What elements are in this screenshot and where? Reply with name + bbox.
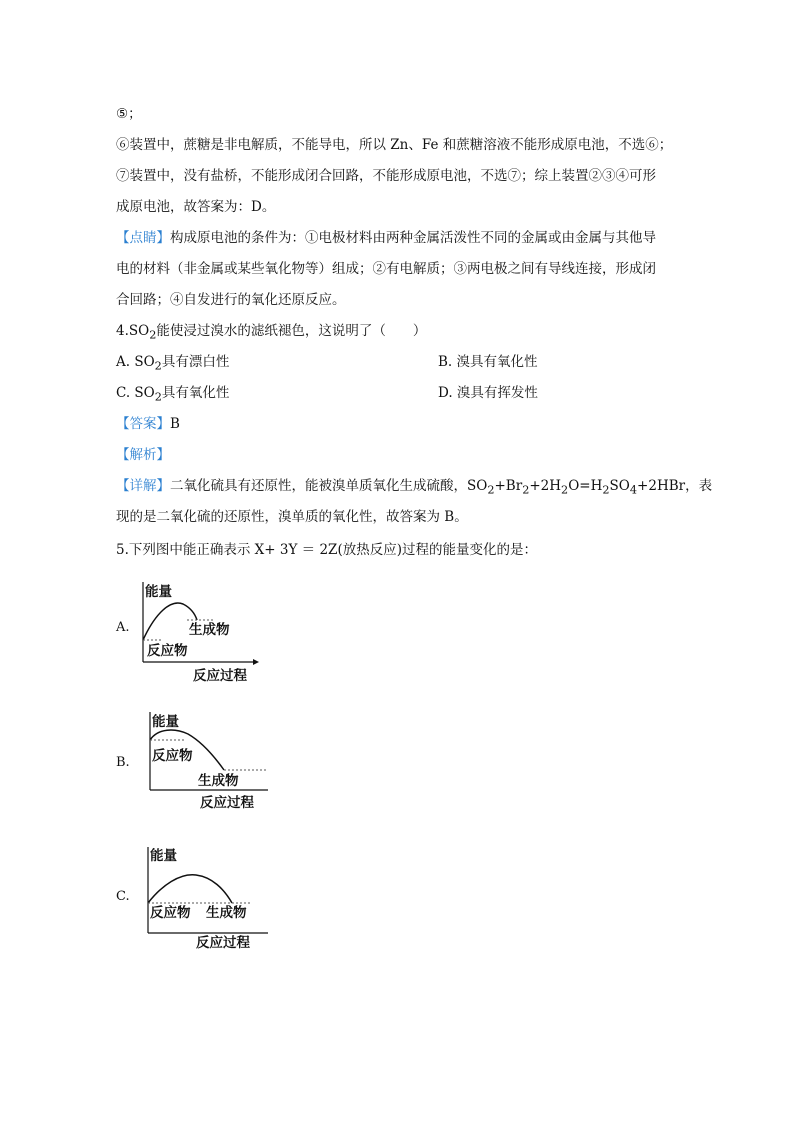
y-axis-label: 能量 bbox=[152, 714, 179, 730]
analysis-tag: 【解析】 bbox=[116, 447, 170, 463]
subscript: 2 bbox=[561, 483, 569, 497]
subscript: 4 bbox=[629, 483, 638, 497]
detail-text: 二氧化硫具有还原性，能被溴单质氧化生成硫酸，SO bbox=[170, 478, 488, 494]
option-b-label: B. bbox=[116, 755, 130, 770]
detail-text: +Br bbox=[494, 478, 523, 494]
x-axis-label: 反应过程 bbox=[200, 795, 254, 811]
subscript: 2 bbox=[602, 483, 610, 497]
option-b: B. 溴具有氧化性 bbox=[438, 354, 538, 370]
x-axis-label: 反应过程 bbox=[196, 935, 250, 951]
x-axis-arrow bbox=[253, 659, 259, 665]
option-text: A. SO bbox=[116, 354, 155, 370]
text-line: 合回路；④自发进行的氧化还原反应。 bbox=[116, 292, 346, 308]
answer-value: B bbox=[170, 416, 180, 432]
option-c-label: C. bbox=[116, 889, 130, 904]
subscript: 2 bbox=[154, 390, 162, 404]
reactant-label: 反应物 bbox=[147, 643, 188, 659]
option-a-label: A. bbox=[116, 620, 130, 635]
energy-diagram-b bbox=[140, 706, 270, 818]
subscript: 2 bbox=[149, 328, 157, 342]
reactant-label: 反应物 bbox=[152, 748, 193, 764]
tip-text: 构成原电池的条件为：①电极材料由两种金属活泼性不同的金属或由金属与其他导 bbox=[170, 230, 656, 246]
reactant-label: 反应物 bbox=[150, 905, 191, 921]
energy-diagram-a bbox=[135, 574, 265, 686]
y-axis-label: 能量 bbox=[145, 584, 172, 600]
energy-diagram-c bbox=[140, 841, 270, 953]
question-4-stem bbox=[116, 321, 426, 346]
option-text: 具有氧化性 bbox=[161, 385, 230, 401]
text-line: ⑥装置中，蔗糖是非电解质，不能导电，所以 Zn、Fe 和蔗糖溶液不能形成原电池，不选⑥； bbox=[116, 137, 673, 153]
stem-text: 能使浸过溴水的滤纸褪色，这说明了（ ） bbox=[156, 323, 427, 339]
y-axis-label: 能量 bbox=[150, 848, 177, 864]
tip-line bbox=[116, 228, 656, 248]
answer-tag: 【答案】 bbox=[116, 416, 170, 432]
analysis-line bbox=[116, 445, 170, 465]
text-line: ⑤； bbox=[116, 106, 142, 122]
question-5-stem: 5.下列图中能正确表示 X+ 3Y ＝ 2Z(放热反应)过程的能量变化的是： bbox=[116, 542, 537, 558]
tip-tag: 【点睛】 bbox=[116, 230, 170, 246]
text-line: 电的材料（非金属或某些氧化物等）组成；②有电解质；③两电极之间有导线连接，形成闭 bbox=[116, 261, 656, 277]
energy-curve bbox=[148, 875, 232, 903]
option-c bbox=[116, 383, 229, 408]
subscript: 2 bbox=[487, 483, 495, 497]
option-text: 具有漂白性 bbox=[161, 354, 230, 370]
subscript: 2 bbox=[522, 483, 530, 497]
detail-line bbox=[116, 476, 712, 501]
product-label: 生成物 bbox=[198, 773, 239, 789]
detail-tag: 【详解】 bbox=[116, 478, 170, 494]
text-line: ⑦装置中，没有盐桥，不能形成闭合回路，不能形成原电池，不选⑦；综上装置②③④可形 bbox=[116, 168, 656, 184]
detail-text: +2H bbox=[529, 478, 562, 494]
detail-text: SO bbox=[609, 478, 630, 494]
product-label: 生成物 bbox=[206, 905, 247, 921]
option-text: C. SO bbox=[116, 385, 155, 401]
option-a bbox=[116, 352, 229, 377]
subscript: 2 bbox=[154, 359, 162, 373]
detail-text: +2HBr，表 bbox=[637, 478, 713, 494]
product-label: 生成物 bbox=[189, 622, 230, 638]
text-line: 成原电池，故答案为：D。 bbox=[116, 199, 276, 215]
option-d: D. 溴具有挥发性 bbox=[438, 385, 538, 401]
detail-text: O=H bbox=[568, 478, 603, 494]
answer-line bbox=[116, 414, 180, 434]
stem-text: 4.SO bbox=[116, 323, 150, 339]
x-axis-label: 反应过程 bbox=[193, 668, 247, 684]
detail-line-2: 现的是二氧化硫的还原性，溴单质的氧化性，故答案为 B。 bbox=[116, 509, 468, 525]
